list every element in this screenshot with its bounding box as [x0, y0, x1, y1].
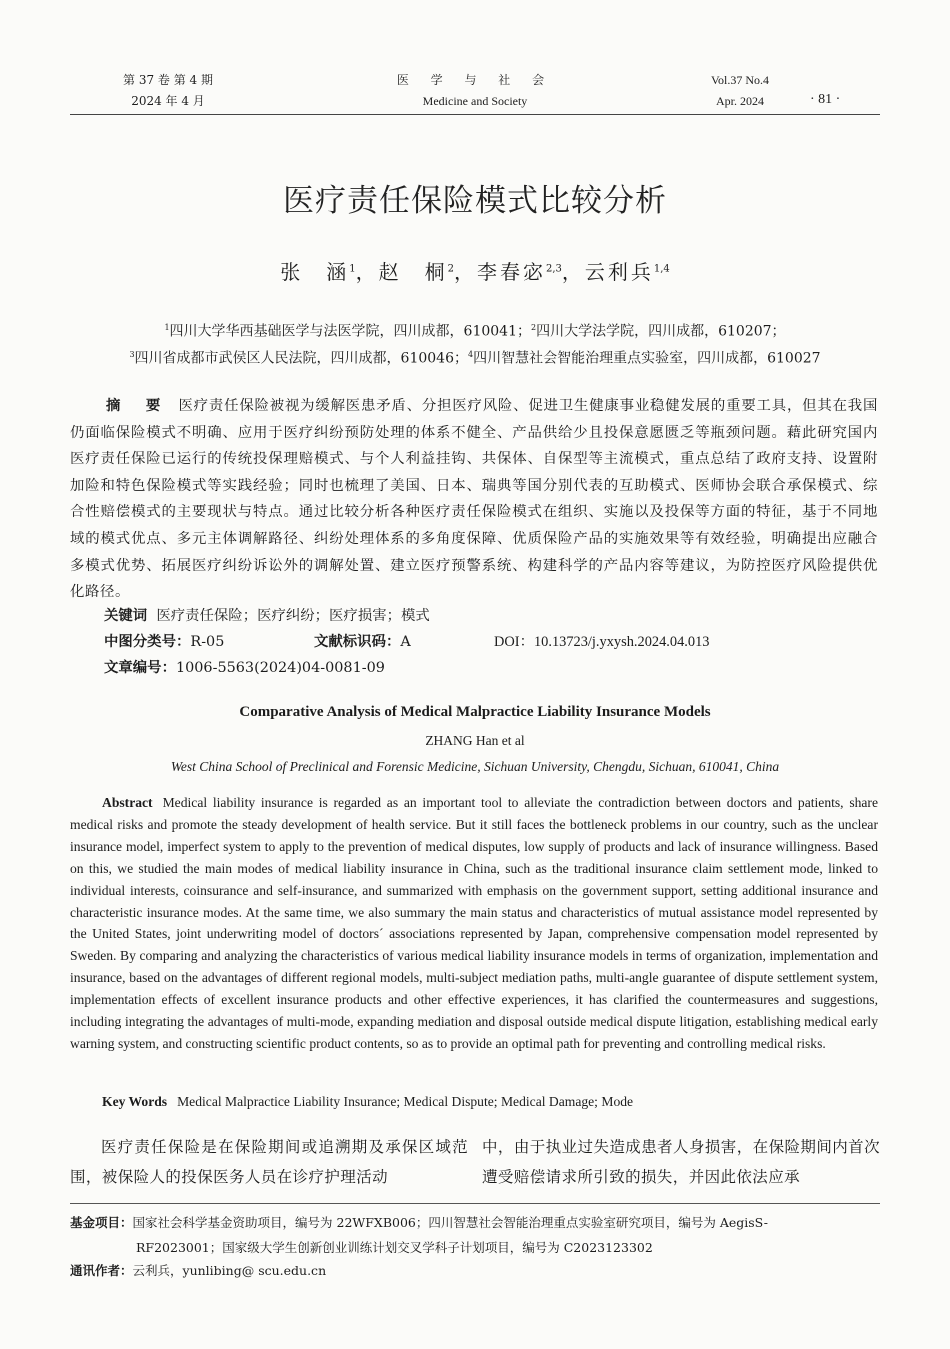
corresponding-text: 云利兵，yunlibing@ scu.edu.cn	[132, 1263, 327, 1278]
author-list: 张 涵$^1$，赵 桐$^2$，李春宓$^{2,3}$，云利兵$^{1,4}$	[280, 260, 670, 284]
corresponding-label: 通讯作者：	[70, 1263, 133, 1278]
author-name: 张 涵	[280, 260, 350, 284]
running-header	[0, 68, 950, 112]
funding-footnote	[70, 1210, 878, 1260]
keywords-cn-text: 医疗责任保险；医疗纠纷；医疗损害；模式	[156, 608, 430, 624]
classification-line	[104, 630, 710, 651]
author-sup: 2,3	[545, 263, 562, 275]
journal-name-cn: 医 学 与 社 会	[396, 73, 554, 87]
abstract-cn-label: 摘 要	[106, 398, 171, 414]
english-abstract-text: Medical liability insurance is regarded as an important tool to alleviate the contradiction between doctors and patients, share medical risks and promote the steady development of health service. But it still faces the bottleneck problems in our country, such as the unclear insurance model, imperfect system to apply to the prevention of medical disputes, low supply of products and lack of insurance willingness. Based on this, we studied the main modes of medical liability insurance in China, such as the traditional insurance claim settlement mode, linked to individual interests, coinsurance and self-insurance, and summarized with emphasis on the government support, setting additional insurance and characteristic insurance modes. At the same time, we also summary the main status and characteristics of mutual assistance model represented by the United States, joint underwriting model of doctors´ associations represented by Japan, comprehensive compensation model represented by Sweden. By comparing and analyzing the characteristics of various medical liability insurance models in terms of organization, implementation and insurance, based on the advantages of different regional models, multi-subject mediation paths, multi-angle guarantee of dispute settlement system, implementation effects of excellent insurance products and other effective experiences, it has clarified the countermeasures and suggestions, including integrating the advantages of multi-mode, expanding mediation and disposal outside medical dispute litigation, establishing medical early warning system, and constructing scientific product contents, so as to provide an optimal path for preventing and controlling medical risks.	[70, 795, 878, 1051]
funding-text-line1: 国家社会科学基金资助项目，编号为 22WFXB006；四川智慧社会智能治理重点实验室研究项目，编号为 AegisS-	[132, 1215, 768, 1230]
keywords-cn	[104, 604, 430, 625]
article-number	[104, 656, 385, 677]
author-sup: 1	[349, 263, 356, 275]
author-sup: 2	[447, 263, 454, 275]
english-abstract	[70, 792, 878, 1055]
affiliation: 四川大学华西基础医学与法医学院，四川成都，610041；	[169, 323, 531, 340]
header-journal	[380, 70, 570, 112]
affiliation: 四川大学法学院，四川成都，610207；	[536, 323, 786, 340]
affiliation-line	[70, 342, 880, 372]
english-keywords-text: Medical Malpractice Liability Insurance; Medical Dispute; Medical Damage; Mode	[177, 1094, 634, 1109]
doc-code	[314, 630, 411, 651]
affiliation-line	[70, 315, 880, 345]
affiliation: 四川智慧社会智能治理重点实验室，四川成都，610027	[473, 350, 821, 367]
affiliation: 四川省成都市武侯区人民法院，四川成都，610046；	[134, 350, 468, 367]
author-name: 李春宓	[476, 260, 546, 284]
classification-value: R-05	[190, 634, 225, 650]
body-column-left: 医疗责任保险是在保险期间或追溯期及承保区域范围，被保险人的投保医务人员在诊疗护理活动	[70, 1138, 468, 1186]
article-number-value: 1006-5563(2024)04-0081-09	[175, 660, 385, 676]
english-title: Comparative Analysis of Medical Malpractice Liability Insurance Models	[239, 704, 711, 720]
classification-label: 中图分类号：	[104, 634, 191, 650]
english-keywords	[102, 1094, 633, 1110]
english-abstract-label: Abstract	[102, 795, 153, 810]
header-rule	[70, 114, 880, 115]
article-number-label: 文章编号：	[104, 660, 176, 676]
affiliation-sup: 3	[129, 350, 135, 359]
affiliation-sup: 2	[531, 323, 537, 332]
header-volume-cn	[118, 70, 218, 112]
article-title: 医疗责任保险模式比较分析	[283, 183, 667, 219]
author-sup: 1,4	[653, 263, 670, 275]
funding-text-line2: RF2023001；国家级大学生创新创业训练计划交叉学科子计划项目，编号为 C2023123302	[136, 1240, 653, 1255]
affiliation-sup: 1	[164, 323, 170, 332]
journal-name-en: Medicine and Society	[422, 94, 528, 108]
affiliation-sup: 4	[468, 350, 474, 359]
page-number: · 81 ·	[810, 92, 841, 107]
english-keywords-label: Key Words	[102, 1094, 168, 1109]
header-volume-en	[685, 70, 795, 112]
author-name: 云利兵	[584, 260, 654, 284]
header-date-en: Apr. 2024	[716, 94, 764, 108]
english-affiliation: West China School of Preclinical and Forensic Medicine, Sichuan University, Chengdu, Sichuan, 610041, China	[170, 759, 780, 774]
header-vol-no: Vol.37 No.4	[710, 73, 770, 87]
abstract-cn	[70, 393, 878, 606]
doc-code-label: 文献标识码：	[314, 634, 401, 650]
header-date-cn: 2024 年 4 月	[131, 94, 205, 108]
corresponding-author-footnote	[70, 1258, 878, 1283]
doi: DOI：10.13723/j.yxysh.2024.04.013	[494, 634, 710, 650]
header-volume-issue: 第 37 卷 第 4 期	[123, 73, 213, 87]
english-author: ZHANG Han et al	[425, 733, 525, 748]
body-column-right: 中，由于执业过失造成患者人身损害，在保险期间内首次遭受赔偿请求所引致的损失，并因此依法应承	[482, 1138, 880, 1186]
keywords-cn-label: 关键词	[104, 608, 148, 624]
doc-code-value: A	[400, 634, 411, 650]
author-name: 赵 桐	[378, 260, 448, 284]
funding-label: 基金项目：	[70, 1215, 133, 1230]
abstract-cn-text: 医疗责任保险被视为缓解医患矛盾、分担医疗风险、促进卫生健康事业稳健发展的重要工具，但其在我国仍面临保险模式不明确、应用于医疗纠纷预防处理的体系不健全、产品供给少且投保意愿匮乏等瓶颈问题。藉此研究国内医疗责任保险已运行的传统投保理赔模式、与个人利益挂钩、共保体、自保型等主流模式，重点总结了政府支持、设置附加险和特色保险模式等实践经验；同时也梳理了美国、日本、瑞典等国分别代表的互助模式、医师协会联合承保模式、综合性赔偿模式的主要现状与特点。通过比较分析各种医疗责任保险模式在组织、实施以及投保等方面的特征，基于不同地域的模式优点、多元主体调解路径、纠纷处理体系的多角度保障、优质保险产品的实施效果等有效经验，明确提出应融合多模式优势、拓展医疗纠纷诉讼外的调解处置、建立医疗预警系统、构建科学的产品内容等建议，为防控医疗风险提供优化路径。	[70, 398, 879, 601]
footnote-rule	[70, 1203, 880, 1204]
